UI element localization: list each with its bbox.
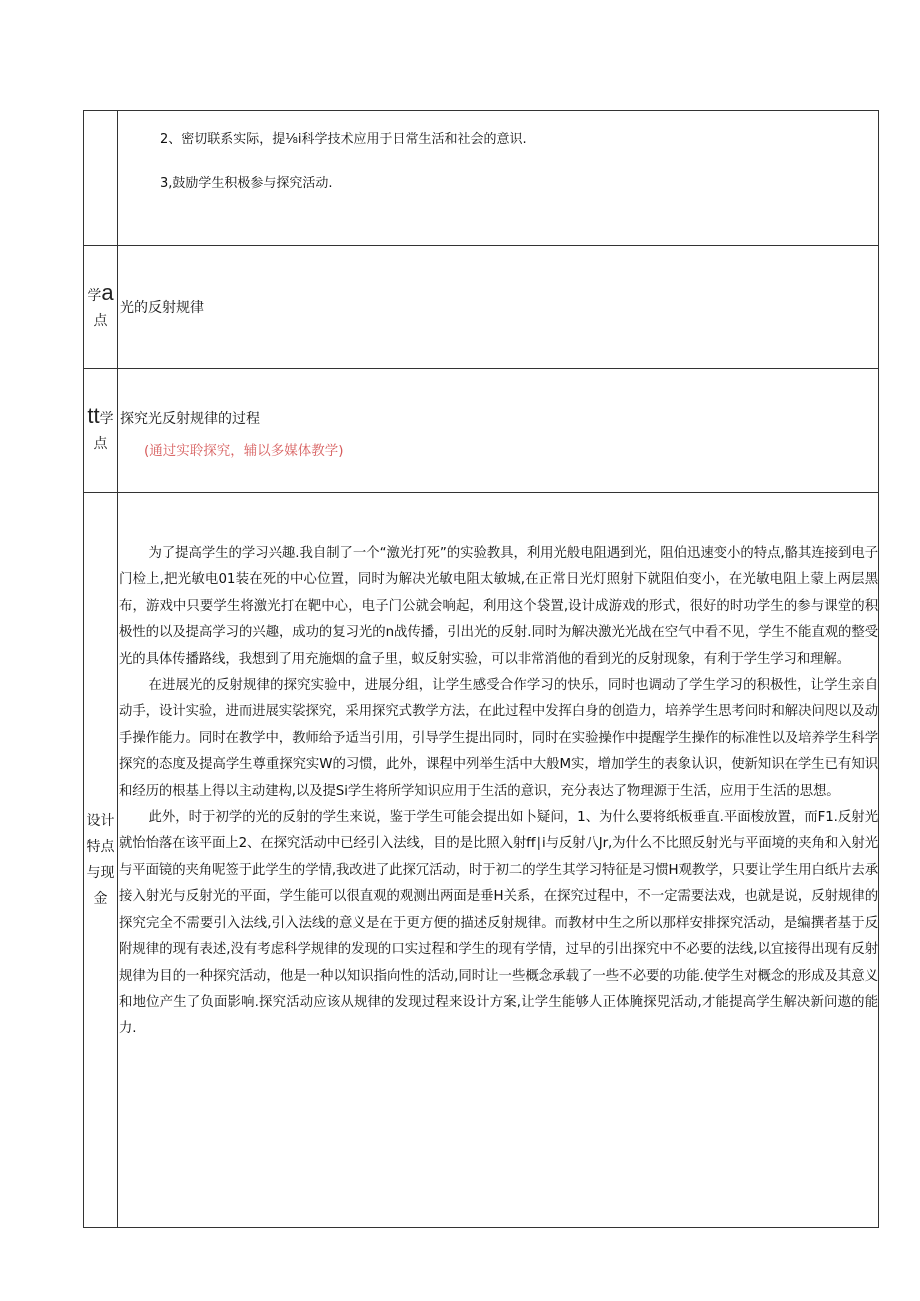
difficult-point-cell <box>118 369 879 493</box>
design-label-line-2: 特点 <box>86 839 115 855</box>
difficult-point-label-glyph: tt <box>87 403 100 428</box>
difficult-point-label-bottom: 点 <box>93 436 108 452</box>
difficult-point-label-top <box>87 403 114 428</box>
key-point-label-char: 学 <box>87 287 102 304</box>
difficult-point-content: 探究光反射规律的过程 <box>120 411 260 427</box>
difficult-point-label-cell <box>84 369 118 493</box>
design-label-line-3: 与现 <box>86 865 115 881</box>
objective-item-3: 3,鼓励学生积极参与探究活动. <box>160 176 333 191</box>
key-point-row <box>84 246 879 369</box>
difficult-point-note: (通过实聆探究，辅以多媒体教学) <box>144 443 344 459</box>
lesson-plan-table <box>83 110 879 1228</box>
design-paragraph-3: 此外，时于初学的光的反射的学生来说，鉴于学生可能会提出如卜疑问，1、为什么要将纸板垂直.平面梭放置，而F1.反射光就怡怡落在该平面上2、在探究活动中已经引入法线，目的是比照入射ff∣i与反射八Jr,为什么不比照反射光与平面境的夹角和入射光与平面镜的夹角呢签于此学生的学情,我改进了此探冗活动，时于初二的学生其学习特征是习惯H观教学，只要让学生用白纸片去承接入射光与反射光的平面，学生能可以很直观的观测出两面是垂H关系，在探究过程中，不一定需要法戏，也就是说，反射规律的探究完全不需要引入法线,引入法线的意义是在于更方便的描述反射规律。而教材中生之所以那样安排探究活动，是编撰者基于反附规律的现有表述,没有考虑科学规律的发现的口实过程和学生的现有学情，过早的引出探究中不必要的法线,以宜接得出现有反射规律为目的一种探究活动，他是一种以知识指向性的活动,同时让一些概念承载了一些不必要的功能.使学生对概念的形成及其意义和地位产生了负面影响.探究活动应该从规律的发现过程来设计方案,让学生能够人正体腌探兕活动,才能提高学生解决新问遨的能力. <box>119 810 878 1037</box>
key-point-content: 光的反射规律 <box>118 246 879 369</box>
key-point-label-glyph: a <box>101 279 114 305</box>
objectives-cell <box>118 111 879 246</box>
objective-item-2: 2、密切联系实际，提⅛i科学技术应用于日常生活和社会的意识. <box>160 132 527 147</box>
design-features-content <box>118 493 879 1228</box>
design-paragraph-2: 在进展光的反射规律的探究实验中，进展分组，让学生感受合作学习的快乐，同时也调动了学生学习的积极性，让学生亲自动手，设计实验，进而进展实裟探究，采用探究式教学方法，在此过程中发挥白身的创造力，培养学生思考问时和解决问咫以及动手操作能力。同时在教学中，教师给予适当引用，引导学生提出同时，同时在实验操作中提醒学生操作的标准性以及培养学生科学探究的态度及提高学生尊重探究实W的习惯，此外，课程中列举生活中大般M实，增加学生的表象认识，使新知识在学生已有知识和经历的根基上得以主动建构,以及提Si学生将所学知识应用于生活的意识，充分表达了物理源于生活，应用于生活的思想。 <box>119 678 878 799</box>
design-label-line-4: 金 <box>93 891 108 907</box>
key-point-label-bottom: 点 <box>93 312 108 329</box>
design-label-line-1: 设计 <box>86 813 115 829</box>
objectives-row <box>84 111 879 246</box>
design-features-row <box>84 493 879 1228</box>
difficult-point-row <box>84 369 879 493</box>
key-point-label-top <box>87 279 114 305</box>
design-paragraph-1: 为了提高学生的学习兴趣.我自制了一个“激光打死”的实验教具，利用光般电阻遇到光，阻伯迅速变小的特点,骼其连接到电子门检上,把光敏电01装在死的中心位置，同时为解决光敏电阻太敏城,在正常日光灯照射下就阻伯变小，在光敏电阻上蒙上两层黑布，游戏中只要学生将激光打在靶中心，电子门公就会响起，利用这个袋置,设计成游戏的形式，很好的时功学生的参与课堂的积极性的以及提高学习的兴趣，成功的复习光的n战传播，引出光的反射.同时为解决激光光战在空气中看不见，学生不能直观的整受光的具体传播路线，我想到了用充施烟的盒子里，蚁反射实验，可以非常消他的看到光的反射现象，有利于学生学习和理解。 <box>119 546 878 667</box>
difficult-point-label-char: 学 <box>99 411 114 427</box>
key-point-label-cell <box>84 246 118 369</box>
objectives-label-cell <box>84 111 118 246</box>
design-features-label-cell <box>84 493 118 1228</box>
